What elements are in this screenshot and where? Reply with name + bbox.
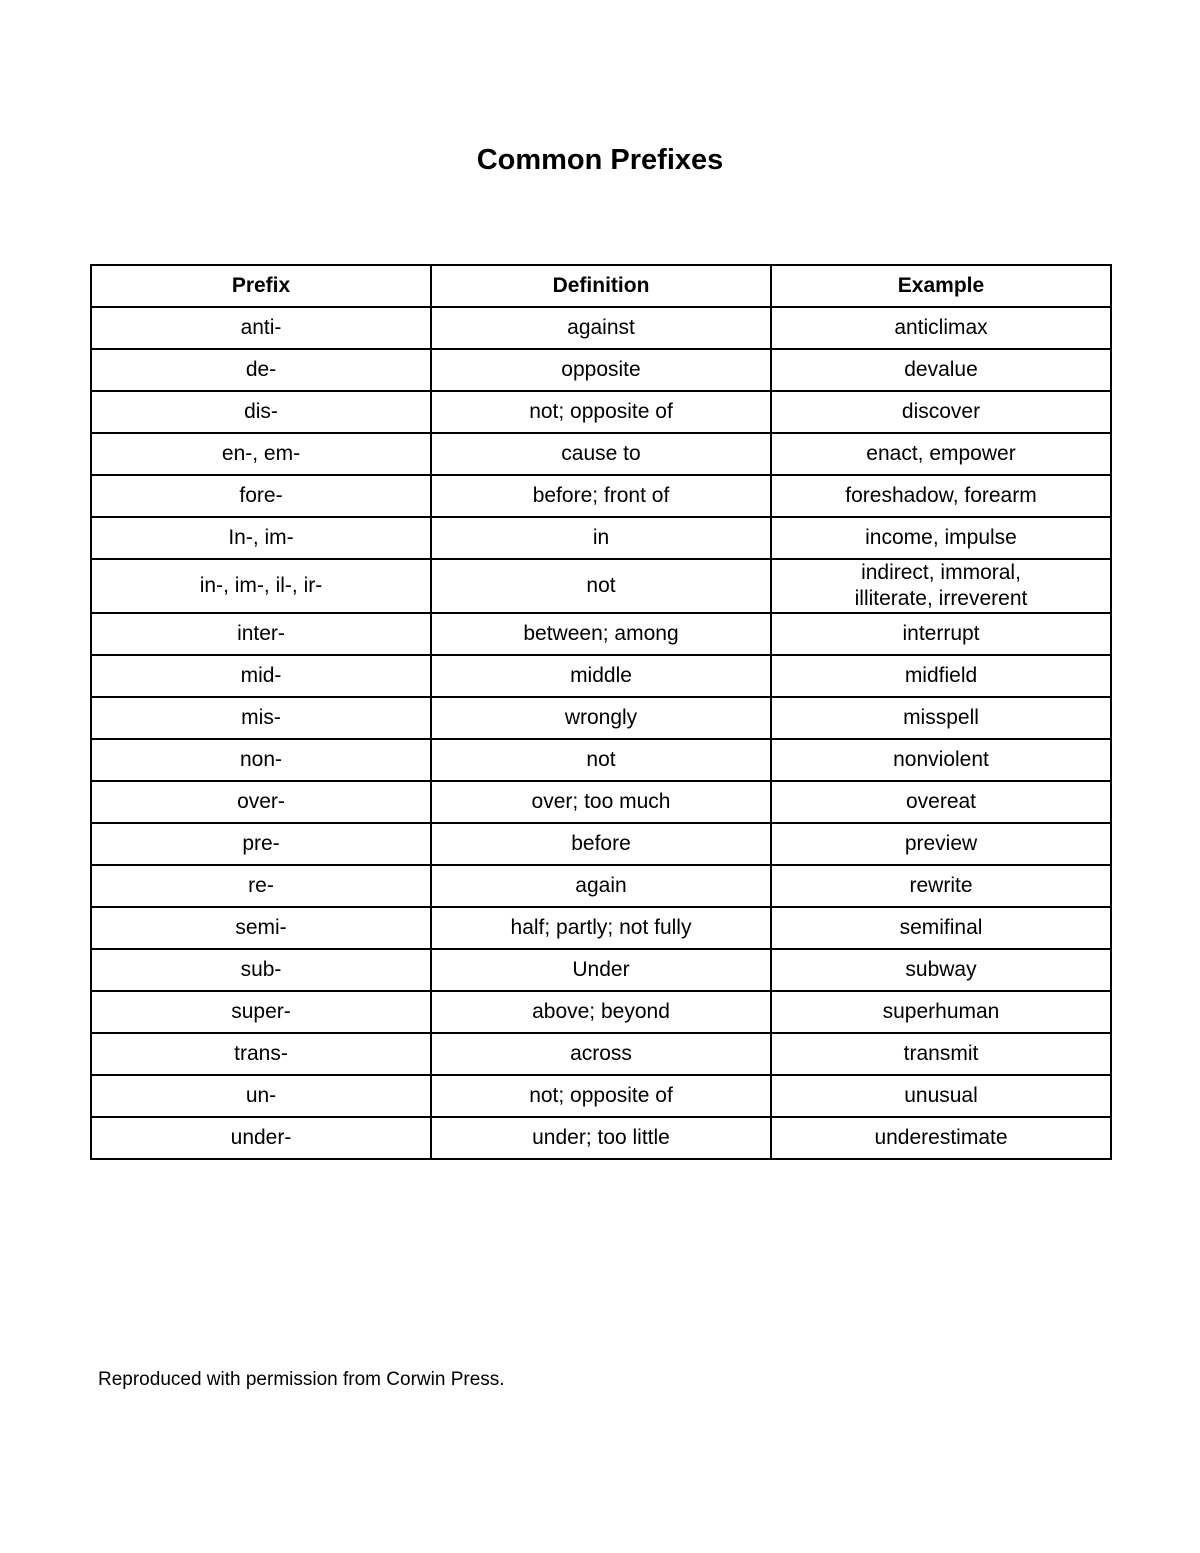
definition-cell: wrongly bbox=[431, 697, 771, 739]
prefix-cell: de- bbox=[91, 349, 431, 391]
example-line: illiterate, irreverent bbox=[854, 587, 1028, 610]
prefix-cell: In-, im- bbox=[91, 517, 431, 559]
table-row bbox=[91, 1075, 1111, 1117]
prefix-cell: semi- bbox=[91, 907, 431, 949]
prefix-cell: sub- bbox=[91, 949, 431, 991]
definition-cell: under; too little bbox=[431, 1117, 771, 1159]
example-cell: nonviolent bbox=[771, 739, 1111, 781]
example-cell: devalue bbox=[771, 349, 1111, 391]
definition-cell: over; too much bbox=[431, 781, 771, 823]
example-cell: discover bbox=[771, 391, 1111, 433]
example-cell: misspell bbox=[771, 697, 1111, 739]
prefix-cell: un- bbox=[91, 1075, 431, 1117]
definition-cell: against bbox=[431, 307, 771, 349]
prefix-cell: under- bbox=[91, 1117, 431, 1159]
table-row bbox=[91, 697, 1111, 739]
table-row bbox=[91, 1033, 1111, 1075]
definition-cell: not bbox=[431, 559, 771, 613]
table-row bbox=[91, 391, 1111, 433]
example-cell: interrupt bbox=[771, 613, 1111, 655]
table-row bbox=[91, 865, 1111, 907]
table-body bbox=[91, 307, 1111, 1159]
prefix-cell: non- bbox=[91, 739, 431, 781]
definition-cell: before bbox=[431, 823, 771, 865]
example-cell: income, impulse bbox=[771, 517, 1111, 559]
example-cell: underestimate bbox=[771, 1117, 1111, 1159]
footer-note: Reproduced with permission from Corwin Press. bbox=[98, 1369, 505, 1390]
example-cell: foreshadow, forearm bbox=[771, 475, 1111, 517]
example-cell: preview bbox=[771, 823, 1111, 865]
example-cell: rewrite bbox=[771, 865, 1111, 907]
definition-cell: before; front of bbox=[431, 475, 771, 517]
definition-cell: not bbox=[431, 739, 771, 781]
table-row bbox=[91, 949, 1111, 991]
definition-cell: Under bbox=[431, 949, 771, 991]
prefix-cell: mid- bbox=[91, 655, 431, 697]
column-header-example: Example bbox=[771, 265, 1111, 307]
definition-cell: middle bbox=[431, 655, 771, 697]
table-row bbox=[91, 823, 1111, 865]
example-cell: anticlimax bbox=[771, 307, 1111, 349]
prefix-table bbox=[90, 264, 1112, 1160]
prefix-cell: super- bbox=[91, 991, 431, 1033]
column-header-definition: Definition bbox=[431, 265, 771, 307]
table-row bbox=[91, 475, 1111, 517]
definition-cell: again bbox=[431, 865, 771, 907]
table-header-row bbox=[91, 265, 1111, 307]
table-row bbox=[91, 433, 1111, 475]
table-row bbox=[91, 517, 1111, 559]
example-cell: midfield bbox=[771, 655, 1111, 697]
table-row bbox=[91, 349, 1111, 391]
definition-cell: in bbox=[431, 517, 771, 559]
table-row bbox=[91, 559, 1111, 613]
table-row bbox=[91, 739, 1111, 781]
table-row bbox=[91, 307, 1111, 349]
prefix-cell: re- bbox=[91, 865, 431, 907]
prefix-cell: over- bbox=[91, 781, 431, 823]
prefix-cell: mis- bbox=[91, 697, 431, 739]
definition-cell: cause to bbox=[431, 433, 771, 475]
column-header-prefix: Prefix bbox=[91, 265, 431, 307]
example-cell: overeat bbox=[771, 781, 1111, 823]
definition-cell: not; opposite of bbox=[431, 391, 771, 433]
page-title: Common Prefixes bbox=[476, 144, 724, 176]
example-cell: superhuman bbox=[771, 991, 1111, 1033]
table-row bbox=[91, 781, 1111, 823]
definition-cell: above; beyond bbox=[431, 991, 771, 1033]
example-cell: subway bbox=[771, 949, 1111, 991]
prefix-cell: anti- bbox=[91, 307, 431, 349]
table-row bbox=[91, 613, 1111, 655]
definition-cell: across bbox=[431, 1033, 771, 1075]
prefix-cell: en-, em- bbox=[91, 433, 431, 475]
prefix-cell: inter- bbox=[91, 613, 431, 655]
example-cell: transmit bbox=[771, 1033, 1111, 1075]
table-row bbox=[91, 907, 1111, 949]
example-cell: enact, empower bbox=[771, 433, 1111, 475]
example-cell: semifinal bbox=[771, 907, 1111, 949]
definition-cell: opposite bbox=[431, 349, 771, 391]
definition-cell: between; among bbox=[431, 613, 771, 655]
definition-cell: half; partly; not fully bbox=[431, 907, 771, 949]
example-cell bbox=[771, 559, 1111, 613]
prefix-cell: dis- bbox=[91, 391, 431, 433]
table-row bbox=[91, 991, 1111, 1033]
example-cell: unusual bbox=[771, 1075, 1111, 1117]
definition-cell: not; opposite of bbox=[431, 1075, 771, 1117]
prefix-cell: in-, im-, il-, ir- bbox=[91, 559, 431, 613]
prefix-cell: trans- bbox=[91, 1033, 431, 1075]
prefix-cell: fore- bbox=[91, 475, 431, 517]
example-line: indirect, immoral, bbox=[861, 561, 1021, 584]
table-row bbox=[91, 1117, 1111, 1159]
prefix-cell: pre- bbox=[91, 823, 431, 865]
table-row bbox=[91, 655, 1111, 697]
